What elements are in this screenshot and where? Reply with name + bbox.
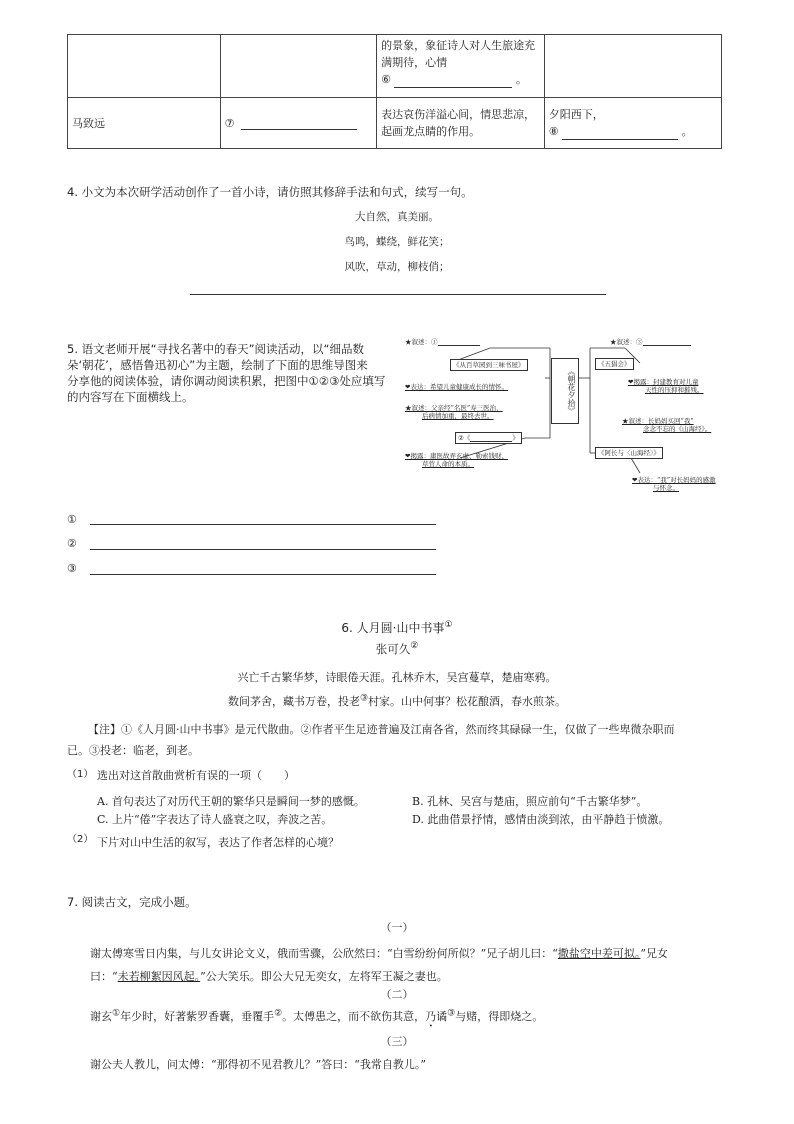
mind-map xyxy=(400,333,730,503)
q6-sub2-question: 下片对山中生活的叙写，表达了作者怎样的心境？ xyxy=(97,836,339,849)
mm-left-book2[interactable]: ②《 》 xyxy=(455,432,522,444)
q7-passage-3: 谢公夫人教儿，问太傅：“那得初不见君教儿？”答曰：“我常自教儿。” xyxy=(90,1058,426,1071)
q5-answer-line-1[interactable] xyxy=(90,524,436,525)
table-cell xyxy=(544,98,721,149)
mm-left-reveal: ❤揭露：庸医故弄玄虚、勒索钱财、 草菅人命的本质。 xyxy=(405,452,508,469)
mm-left-book1: 《从百草园到三味书屋》 xyxy=(450,359,528,371)
q7-passage-2: 谢玄①年少时，好著紫罗香囊，垂覆手②。太傅患之，而不欲伤其意，乃谲③与赌，得即烧之。 xyxy=(90,1008,544,1023)
table-cell xyxy=(68,35,221,98)
q6-option-c[interactable]: C. 上片“倦”字表达了诗人盛衰之叹，奔波之苦。 xyxy=(97,813,333,826)
mm-right-narr2: ★叙述：长妈妈买回“我” 念念不忘的《山海经》。 xyxy=(622,417,712,434)
table-text: 起画龙点睛的作用。 xyxy=(381,125,481,138)
table-text: 表达哀伤洋溢心间，情思悲凉， xyxy=(381,108,536,121)
mm-left-expr: ❤表达：希望儿童健康成长的情怀。 xyxy=(405,383,508,391)
table-text: 满期待，心情 xyxy=(381,56,448,69)
mm-left-narr1[interactable]: ★叙述：① xyxy=(405,338,480,346)
q6-author: 张可久② xyxy=(375,641,419,656)
q5-prompt-line: 分享他的阅读体验，请你调动阅读积累，把图中①②③处应填写 xyxy=(67,374,386,388)
table-text: 夕阳西下， xyxy=(548,108,604,121)
mind-map-center: 《朝花夕拾》 xyxy=(551,358,579,424)
q6-line2: 数间茅舍，藏书万卷，投老③村家。山中何事？松花酿酒，春水煎茶。 xyxy=(227,693,567,708)
q6-line1: 兴亡千古繁华梦，诗眼倦天涯。孔林乔木，吴宫蔓草，楚庙寒鸦。 xyxy=(237,671,557,684)
q4-poem-line: 大自然，真美丽。 xyxy=(355,211,439,223)
table-cell xyxy=(544,35,721,98)
poetry-table xyxy=(67,34,722,149)
q4-prompt: 4. 小文为本次研学活动创作了一首小诗，请仿照其修辞手法和句式，续写一句。 xyxy=(67,185,473,199)
q5-prompt-line: 的内容写在下面横线上。 xyxy=(67,390,194,404)
blank-6[interactable]: ⑥ 。 xyxy=(381,73,527,86)
mm-right-book2: 《阿长与〈山海经〉》 xyxy=(595,447,663,459)
q7-prompt: 7. 阅读古文，完成小题。 xyxy=(67,895,197,909)
blank-8[interactable]: ⑧ 。 xyxy=(548,125,693,138)
q7-section-2: （二） xyxy=(380,988,414,1001)
q5-answer-label: ① xyxy=(67,513,77,526)
q6-sub1-question: 选出对这首散曲赏析有误的一项（ ） xyxy=(97,769,295,782)
q7-section-3: （三） xyxy=(380,1035,414,1048)
q5-prompt xyxy=(67,341,385,405)
table-cell xyxy=(377,35,545,98)
mm-right-book1: 《五猖会》 xyxy=(595,358,634,370)
mm-right-expr: ❤表达：“我”对长妈妈的感激 与怀念。 xyxy=(632,476,716,493)
poet-name: 马致远 xyxy=(72,117,105,130)
q6-note: 【注】①《人月圆·山中书事》是元代散曲。②作者平生足迹普遍及江南各省，然而终其碌碌一生，仅做了一些卑微杂职而 已。③投老：临老，到老。 xyxy=(67,723,675,757)
q5-answer-label: ② xyxy=(67,537,77,550)
mm-right-reveal: ❤揭露：封建教育对儿童 天性的压抑和摧残。 xyxy=(628,378,704,395)
q6-option-a[interactable]: A. 首句表达了对历代王朝的繁华只是瞬间一梦的感慨。 xyxy=(97,795,365,808)
mm-left-narr2: ★叙述：父亲经“名医”寿三医治， 后病情加重，最终去世。 xyxy=(405,404,503,421)
table-cell xyxy=(220,35,377,98)
q7-section-1: （一） xyxy=(380,921,414,934)
q4-poem-line: 鸟鸣，蝶绕，鲜花笑； xyxy=(344,236,450,248)
q7-passage-1: 谢太傅寒雪日内集，与儿女讲论文义，俄而雪骤，公欣然曰：“白雪纷纷何所似？”兄子胡儿曰：“撒盐空中差可拟。”兄女 曰：“未若柳絮因风起。”公大笑乐。即公大兄无奕女，左将军王凝之妻也。 xyxy=(90,947,668,983)
q6-option-d[interactable]: D. 此曲借景抒情，感情由淡到浓，由平静趋于愤激。 xyxy=(412,813,670,826)
q6-sub2-number: （2） xyxy=(67,834,94,845)
q5-prompt-line: 5. 语文老师开展“寻找名著中的春天”阅读活动，以“细品数 xyxy=(67,342,364,356)
q5-answer-line-2[interactable] xyxy=(90,549,436,550)
q5-answer-label: ③ xyxy=(67,562,77,575)
q5-prompt-line: 朵‘朝花’，感悟鲁迅初心”为主题，绘制了下面的思维导图来 xyxy=(67,358,368,372)
q4-answer-line[interactable] xyxy=(190,294,606,295)
q4-poem-line: 风吹，草动，柳枝俏； xyxy=(344,261,450,273)
table-cell xyxy=(377,98,545,149)
table-text: 的景象，象征诗人对人生旅途充 xyxy=(381,39,536,52)
q5-answer-line-3[interactable] xyxy=(90,574,436,575)
poet-cell xyxy=(68,98,221,149)
q6-sub1-number: （1） xyxy=(67,769,94,780)
blank-7[interactable]: ⑦ xyxy=(220,98,377,149)
q6-option-b[interactable]: B. 孔林、吴宫与楚庙，照应前句“千古繁华梦”。 xyxy=(412,795,648,808)
mm-right-narr1[interactable]: ★叙述：③ xyxy=(610,338,691,346)
q6-title: 6. 人月圆·山中书事① xyxy=(341,620,453,635)
